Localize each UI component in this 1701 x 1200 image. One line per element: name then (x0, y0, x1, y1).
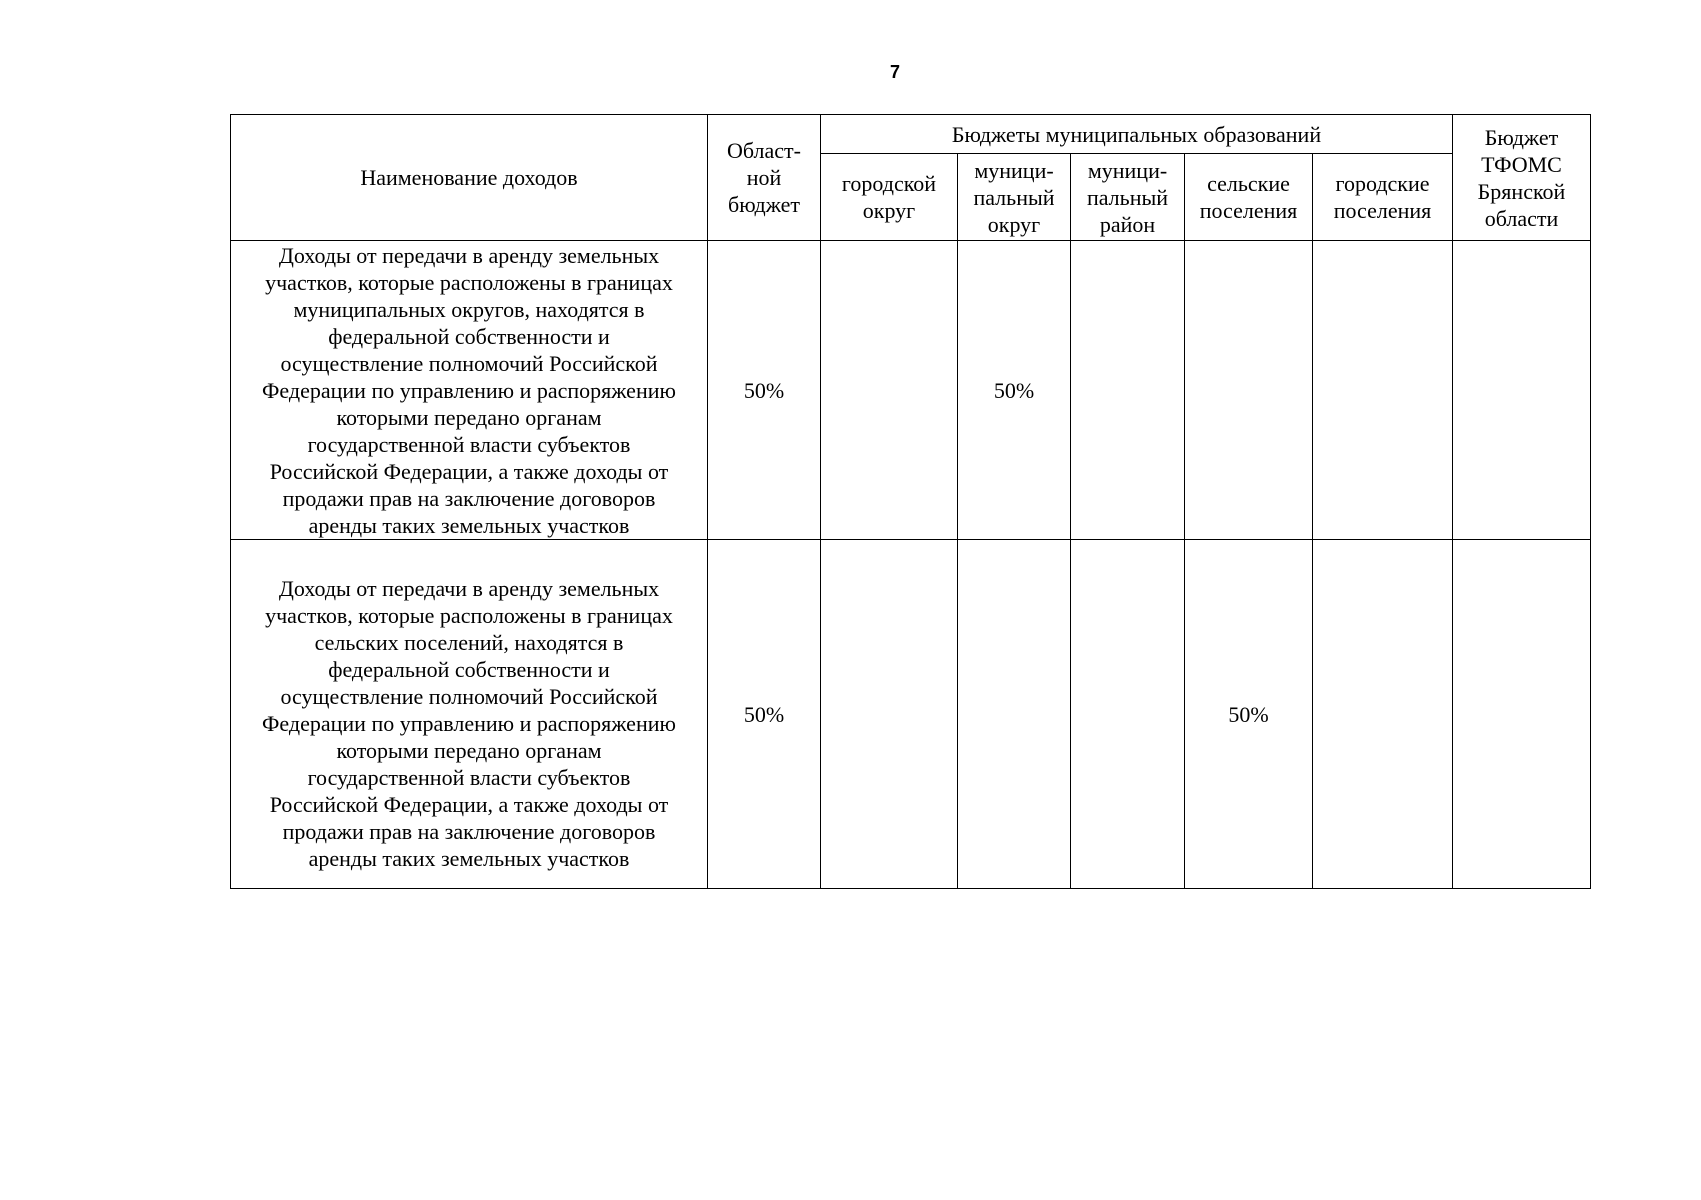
header-line: городские (1335, 171, 1430, 196)
income-name-cell (231, 241, 708, 540)
header-line: муници- (1087, 157, 1168, 183)
income-name-line: аренды таких земельных участков (308, 845, 630, 871)
header-line: пальный (973, 184, 1055, 210)
rural-settlements-share (1185, 241, 1313, 540)
header-regional-line: бюджет (728, 192, 800, 217)
city-district-share (821, 540, 958, 889)
municipal-raion-share (1071, 540, 1185, 889)
header-line: район (1099, 211, 1156, 237)
header-municipal-okrug (958, 154, 1071, 241)
tfoms-share (1453, 540, 1591, 889)
header-line: округ (987, 211, 1041, 237)
header-tfoms-line: области (1484, 205, 1559, 231)
header-tfoms (1453, 115, 1591, 241)
income-name-line: Доходы от передачи в аренду земельных (278, 575, 660, 601)
table-row (231, 540, 1591, 889)
income-name-line: участков, которые расположены в границах (265, 269, 673, 295)
header-income-name: Наименование доходов (231, 115, 708, 241)
income-name-line: сельских поселений, находятся в (314, 629, 624, 655)
urban-settlements-share (1313, 241, 1453, 540)
urban-settlements-share (1313, 540, 1453, 889)
income-name-line: государственной власти субъектов (307, 764, 631, 790)
income-name-line: продажи прав на заключение договоров (282, 485, 656, 511)
header-tfoms-line: ТФОМС (1481, 151, 1562, 177)
header-regional-line: ной (746, 165, 782, 190)
income-name-line: муниципальных округов, находятся в (293, 296, 645, 322)
header-urban-settlements (1313, 154, 1453, 241)
page-number: 7 (889, 62, 900, 82)
income-name-line: продажи прав на заключение договоров (282, 818, 656, 844)
header-line: сельские (1207, 171, 1290, 196)
rural-settlements-share: 50% (1185, 540, 1313, 889)
header-line: пальный (1086, 184, 1169, 210)
income-name-line: федеральной собственности и (328, 656, 610, 682)
header-regional-line: Област- (727, 138, 801, 163)
income-name-line: Российской Федерации, а также доходы от (269, 791, 669, 817)
income-name-line: государственной власти субъектов (307, 431, 631, 457)
income-name-cell (231, 540, 708, 889)
header-tfoms-line: Брянской (1477, 178, 1566, 204)
income-name-line: аренды таких земельных участков (308, 512, 630, 538)
header-rural-settlements (1185, 154, 1313, 241)
header-line: городской (841, 171, 937, 196)
header-regional-budget (708, 115, 821, 241)
income-name-line: которыми передано органам (336, 737, 602, 763)
income-name-line: Федерации по управлению и распоряжению (262, 377, 676, 403)
header-municipal-raion (1071, 154, 1185, 241)
income-distribution-table (230, 114, 1591, 889)
header-line: округ (862, 198, 916, 223)
income-name-line: участков, которые расположены в границах (265, 602, 673, 628)
income-name-line: Федерации по управлению и распоряжению (262, 710, 676, 736)
header-line: поселения (1199, 198, 1298, 223)
municipal-okrug-share (958, 540, 1071, 889)
regional-budget-share: 50% (708, 540, 821, 889)
tfoms-share (1453, 241, 1591, 540)
header-tfoms-line: Бюджет (1484, 124, 1559, 150)
municipal-raion-share (1071, 241, 1185, 540)
income-name-line: которыми передано органам (336, 404, 602, 430)
header-line: муници- (974, 157, 1054, 183)
income-name-line: федеральной собственности и (328, 323, 610, 349)
income-name-line: осуществление полномочий Российской (280, 350, 658, 376)
header-line: поселения (1333, 198, 1432, 223)
header-municipal-group: Бюджеты муниципальных образований (821, 115, 1453, 154)
municipal-okrug-share: 50% (958, 241, 1071, 540)
city-district-share (821, 241, 958, 540)
income-name-line: Доходы от передачи в аренду земельных (278, 242, 660, 268)
header-city-district (821, 154, 958, 241)
regional-budget-share: 50% (708, 241, 821, 540)
income-name-line: Российской Федерации, а также доходы от (269, 458, 669, 484)
income-name-line: осуществление полномочий Российской (280, 683, 658, 709)
table-row (231, 241, 1591, 540)
